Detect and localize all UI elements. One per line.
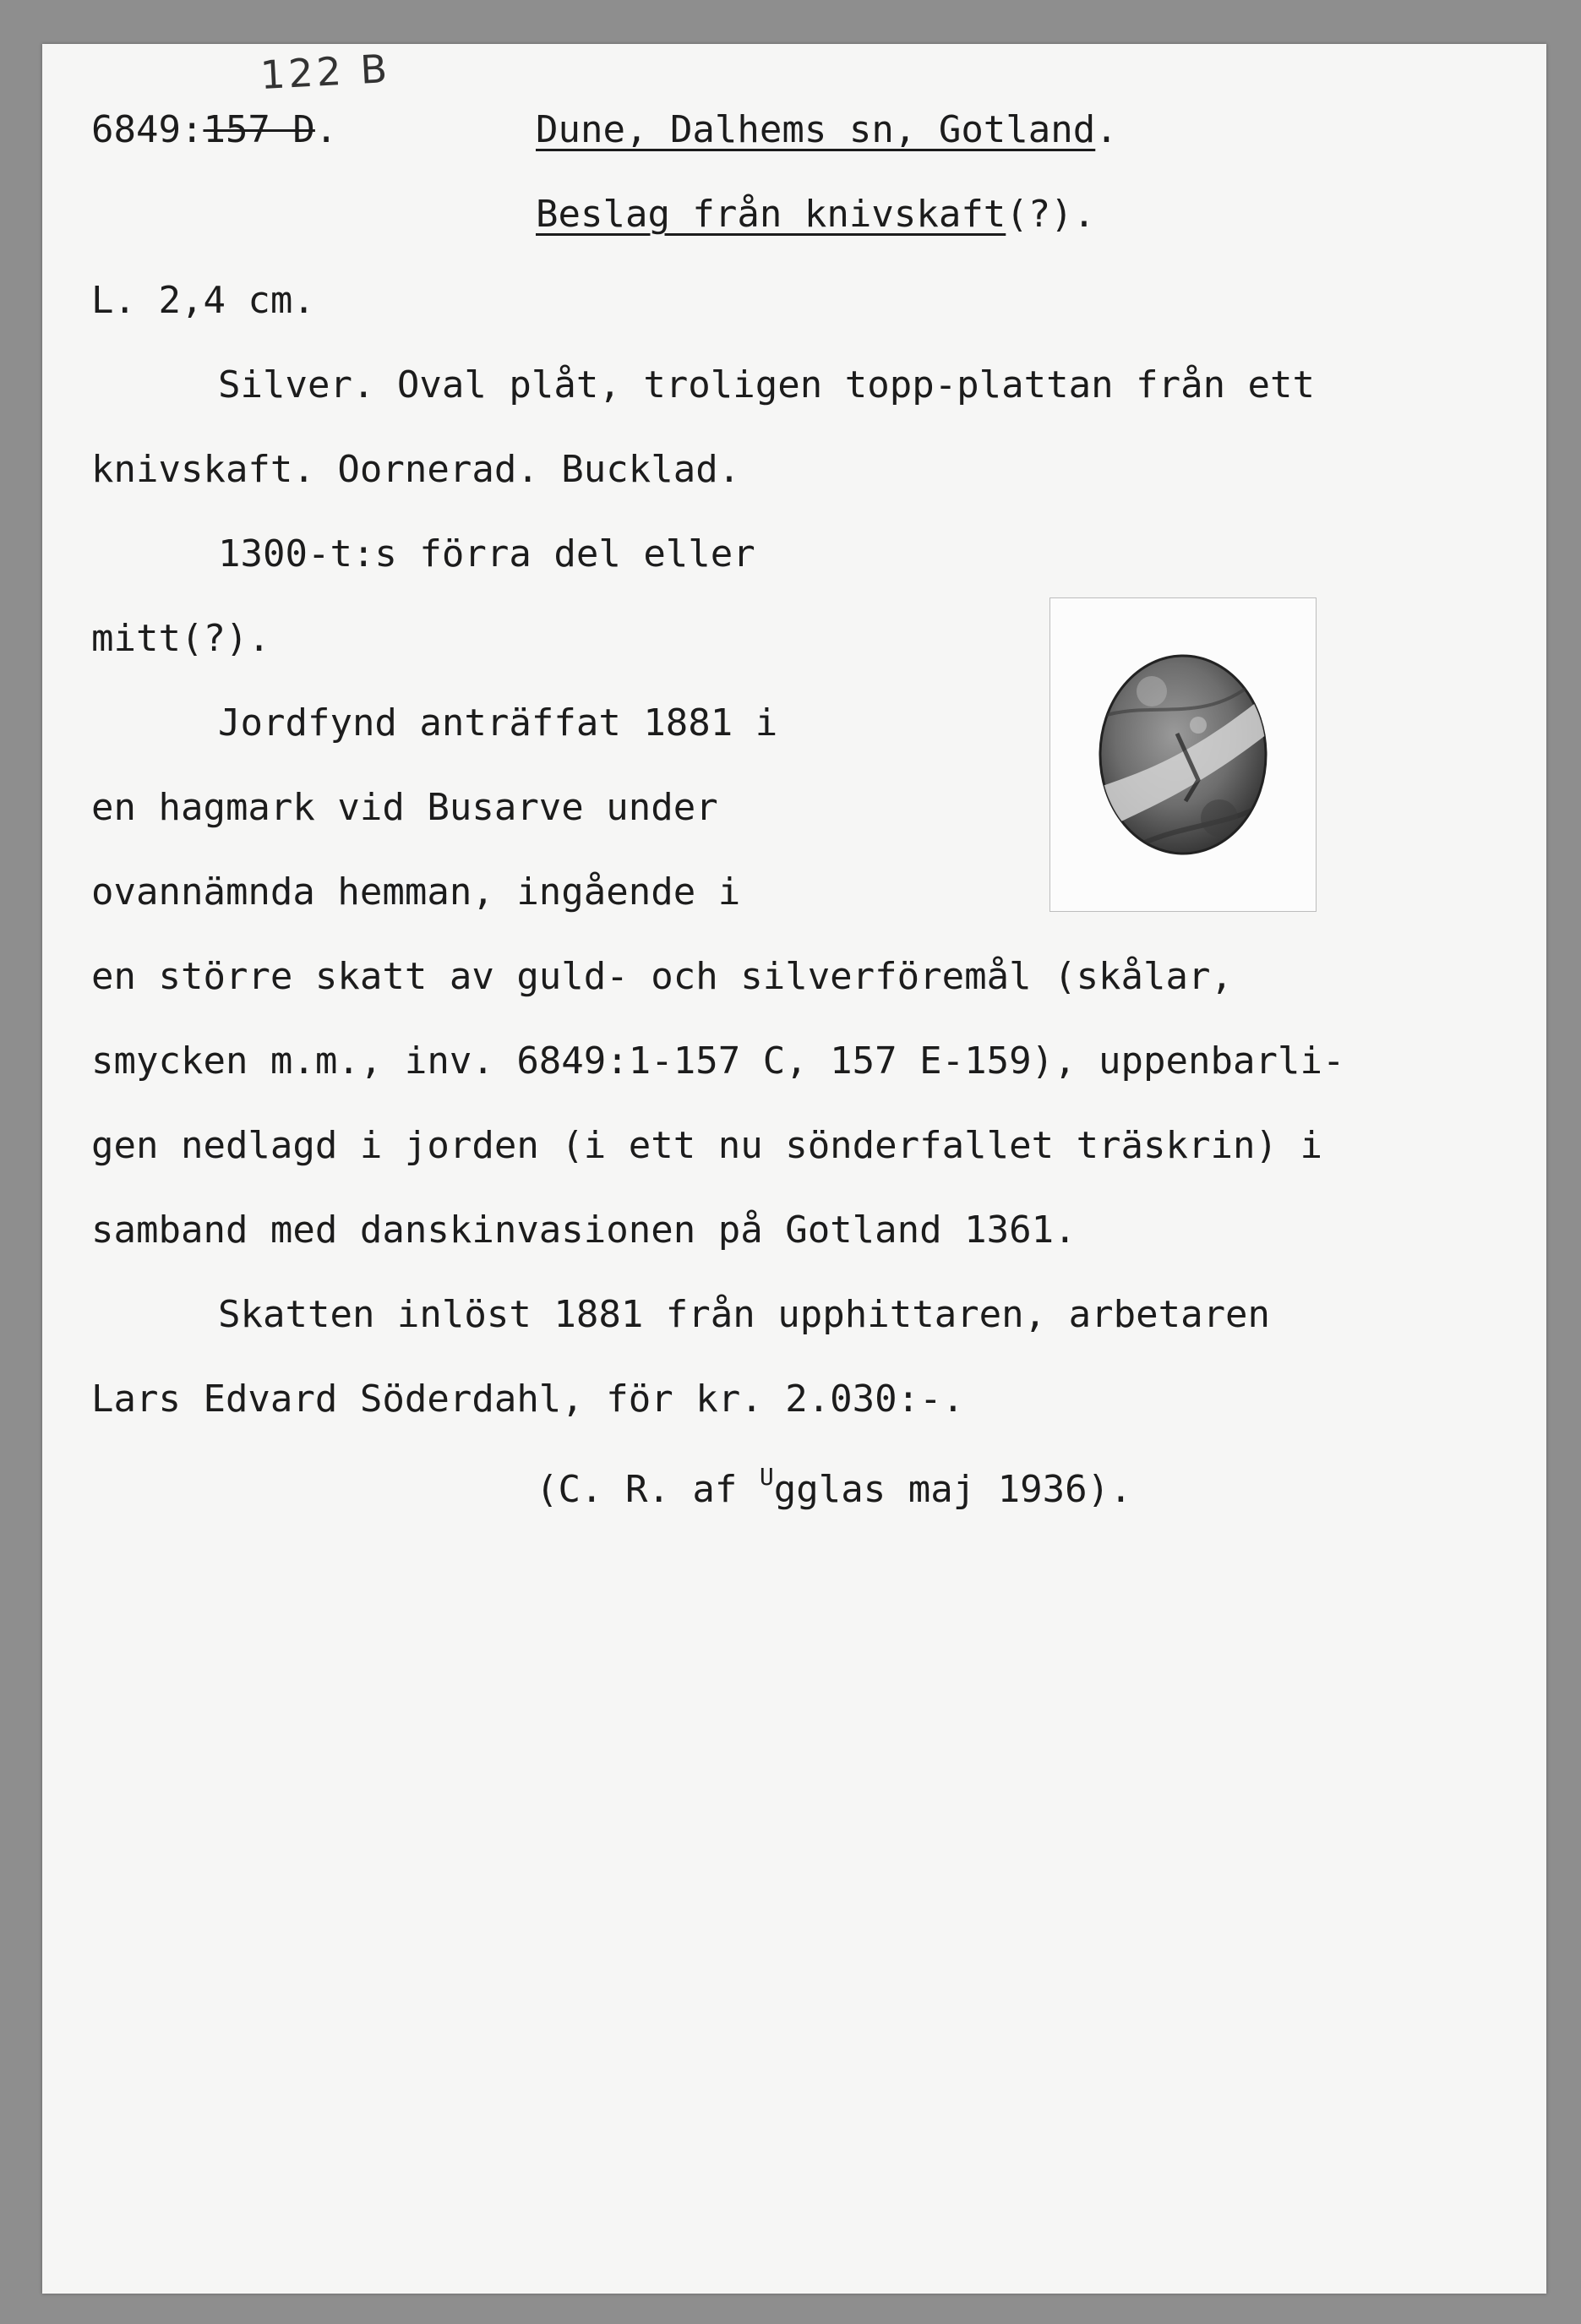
signature-prefix: (C. R. af bbox=[536, 1468, 760, 1511]
find-place-text: Dune, Dalhems sn, Gotland bbox=[536, 108, 1096, 151]
inventory-prefix: 6849: bbox=[91, 108, 204, 151]
object-title bbox=[536, 193, 1096, 236]
text-line-7: ovannämnda hemman, ingående i bbox=[91, 870, 741, 914]
object-length: L. 2,4 cm. bbox=[91, 279, 315, 322]
find-place bbox=[536, 108, 1118, 151]
object-title-text: Beslag från knivskaft bbox=[536, 193, 1006, 236]
catalog-card bbox=[42, 44, 1546, 2294]
text-line-2: knivskaft. Oornerad. Bucklad. bbox=[91, 448, 741, 491]
text-line-1: Silver. Oval plåt, troligen topp-plattan från ett bbox=[218, 363, 1316, 406]
text-line-5: Jordfynd anträffat 1881 i bbox=[218, 701, 778, 745]
handwritten-number: 122 B bbox=[259, 46, 392, 98]
text-line-8: en större skatt av guld- och silverföremål (skålar, bbox=[91, 955, 1234, 998]
text-line-4: mitt(?). bbox=[91, 617, 270, 660]
text-line-13: Lars Edvard Söderdahl, för kr. 2.030:-. bbox=[91, 1377, 965, 1421]
signature-superscript: U bbox=[759, 1463, 774, 1491]
text-line-9: smycken m.m., inv. 6849:1-157 C, 157 E-159), uppenbarli- bbox=[91, 1039, 1345, 1083]
text-line-6: en hagmark vid Busarve under bbox=[91, 786, 718, 829]
signature-suffix: gglas maj 1936). bbox=[773, 1468, 1132, 1511]
text-line-12: Skatten inlöst 1881 från upphittaren, arbetaren bbox=[218, 1293, 1271, 1336]
text-line-11: samband med danskinvasionen på Gotland 1361. bbox=[91, 1208, 1077, 1252]
object-title-suffix: (?). bbox=[1006, 193, 1096, 236]
inventory-period: . bbox=[314, 108, 338, 151]
text-line-3: 1300-t:s förra del eller bbox=[218, 532, 755, 576]
text-line-10: gen nedlagd i jorden (i ett nu sönderfallet träskrin) i bbox=[91, 1124, 1322, 1167]
oval-silver-plate-image bbox=[1050, 598, 1316, 911]
inventory-struck: 157 D bbox=[203, 108, 315, 151]
object-photo bbox=[1049, 597, 1317, 912]
find-place-period: . bbox=[1095, 108, 1118, 151]
inventory-number bbox=[91, 108, 338, 151]
cataloguer-signature bbox=[536, 1463, 1132, 1511]
